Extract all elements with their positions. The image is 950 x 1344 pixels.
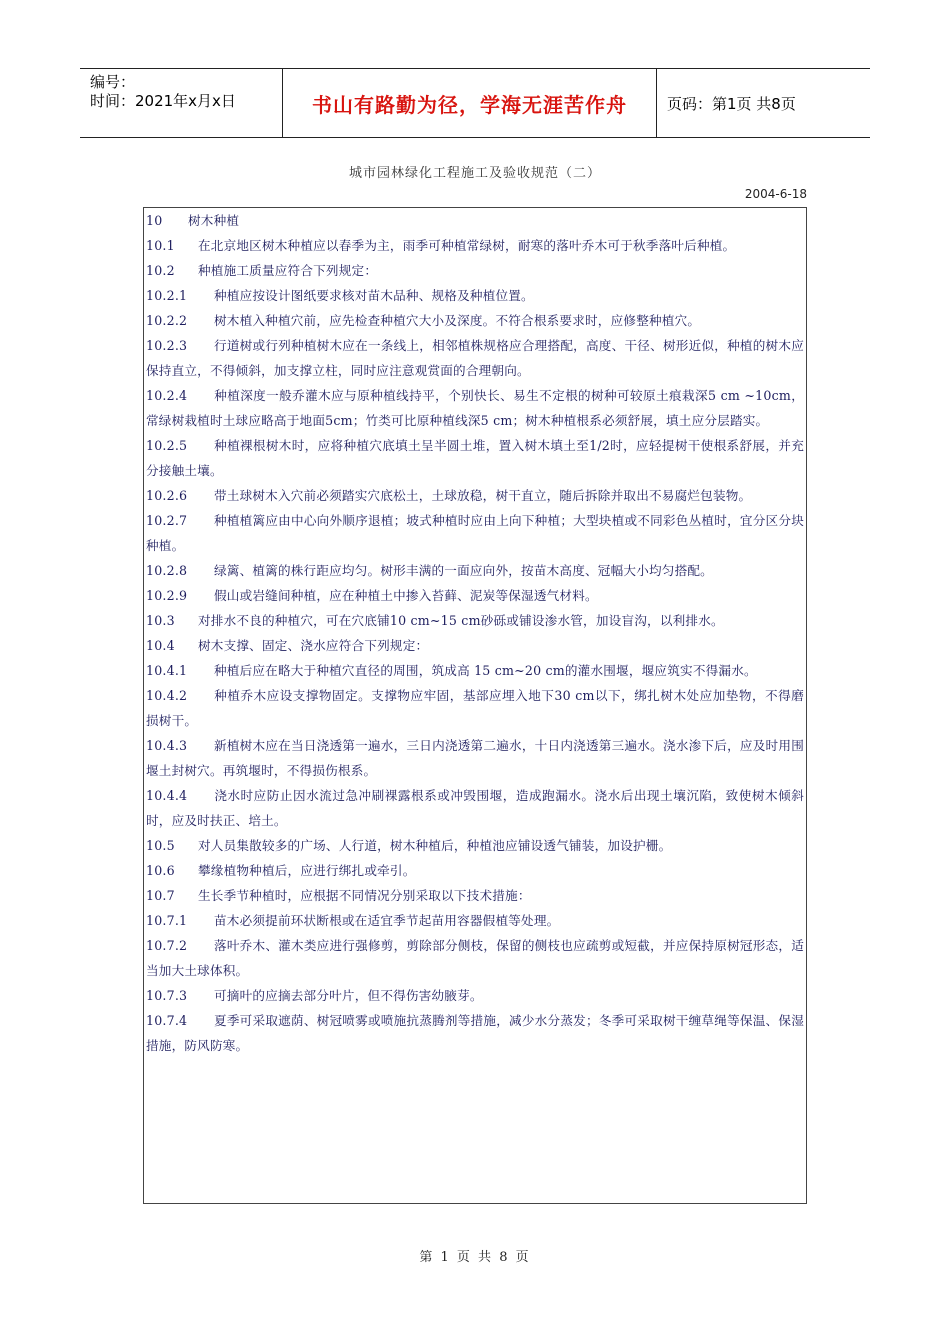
clause-paragraph	[144, 283, 806, 308]
clause-number: 10.5	[146, 838, 175, 853]
clause-number: 10.2.6	[146, 488, 188, 503]
clause-text: 种植深度一般乔灌木应与原种植线持平，个别快长、易生不定根的树种可较原土痕栽深5 cm ~10cm，常绿树栽植时土球应略高于地面5cm；竹类可比原种植线深5 cm；树木种植根系必须舒展，填土应分层踏实。	[146, 388, 804, 428]
clause-number: 10.4.2	[146, 688, 188, 703]
clause-paragraph	[144, 608, 806, 633]
clause-text: 种植裸根树木时，应将种植穴底填土呈半圆土堆，置入树木填土至1/2时，应轻提树干使根系舒展，并充分接触土壤。	[146, 438, 804, 478]
clause-number: 10.4.1	[146, 663, 188, 678]
clause-number: 10.2	[146, 263, 175, 278]
clause-number: 10.7.3	[146, 988, 188, 1003]
clause-paragraph	[144, 858, 806, 883]
page-label: 页码：第1页 共8页	[667, 94, 796, 113]
clause-text: 新植树木应在当日浇透第一遍水，三日内浇透第二遍水，十日内浇透第三遍水。浇水渗下后，应及时用围堰土封树穴。再筑堰时，不得损伤根系。	[146, 738, 804, 778]
clause-text: 对人员集散较多的广场、人行道，树木种植后，种植池应铺设透气铺装，加设护栅。	[198, 838, 672, 853]
clause-number: 10.2.4	[146, 388, 188, 403]
clause-number: 10	[146, 213, 163, 228]
clause-number: 10.4.4	[146, 788, 188, 803]
clause-number: 10.2.9	[146, 588, 188, 603]
header-left-cell	[80, 69, 282, 137]
clause-paragraph	[144, 658, 806, 683]
code-label: 编号：	[90, 73, 136, 91]
clause-paragraph	[144, 633, 806, 658]
clause-paragraph	[144, 933, 806, 983]
clause-number: 10.7	[146, 888, 175, 903]
clause-text: 种植乔木应设支撑物固定。支撑物应牢固，基部应埋入地下30 cm以下，绑扎树木处应加垫物，不得磨损树干。	[146, 688, 804, 728]
clause-number: 10.2.7	[146, 513, 188, 528]
clause-number: 10.4	[146, 638, 175, 653]
clause-number: 10.2.1	[146, 288, 188, 303]
motto-text: 书山有路勤为径，学海无涯苦作舟	[282, 69, 657, 137]
clause-text: 树木支撑、固定、浇水应符合下列规定：	[198, 638, 429, 653]
clause-text: 带土球树木入穴前必须踏实穴底松土，土球放稳，树干直立，随后拆除并取出不易腐烂包装物。	[214, 488, 752, 503]
clause-number: 10.7.1	[146, 913, 188, 928]
clause-paragraph	[144, 558, 806, 583]
clause-number: 10.3	[146, 613, 175, 628]
clause-text: 种植后应在略大于种植穴直径的周围，筑成高 15 cm~20 cm的灌水围堰，堰应筑实不得漏水。	[214, 663, 757, 678]
clause-text: 树木植入种植穴前，应先检查种植穴大小及深度。不符合根系要求时，应修整种植穴。	[214, 313, 701, 328]
clause-text: 种植应按设计图纸要求核对苗木品种、规格及种植位置。	[214, 288, 534, 303]
document-title: 城市园林绿化工程施工及验收规范（二）	[348, 166, 601, 181]
clause-paragraph	[144, 233, 806, 258]
clause-text: 树木种植	[188, 213, 240, 228]
clause-number: 10.4.3	[146, 738, 188, 753]
time-label: 时间：2021年x月x日	[90, 92, 236, 110]
clause-text: 浇水时应防止因水流过急冲刷裸露根系或冲毁围堰，造成跑漏水。浇水后出现土壤沉陷，致使树木倾斜时，应及时扶正、培土。	[146, 788, 804, 828]
clause-paragraph	[144, 483, 806, 508]
clause-paragraph	[144, 208, 806, 233]
content-box	[143, 207, 807, 1204]
clause-number: 10.1	[146, 238, 175, 253]
clause-text: 绿篱、植篱的株行距应均匀。树形丰满的一面应向外，按苗木高度、冠幅大小均匀搭配。	[214, 563, 713, 578]
clause-paragraph	[144, 683, 806, 733]
page-footer: 第 1 页 共 8 页	[419, 1250, 531, 1265]
clause-paragraph	[144, 308, 806, 333]
clause-text: 落叶乔木、灌木类应进行强修剪，剪除部分侧枝，保留的侧枝也应疏剪或短截，并应保持原树冠形态，适当加大土球体积。	[146, 938, 804, 978]
clause-paragraph	[144, 908, 806, 933]
clause-paragraph	[144, 783, 806, 833]
clause-number: 10.2.8	[146, 563, 188, 578]
clause-text: 在北京地区树木种植应以春季为主，雨季可种植常绿树，耐寒的落叶乔木可于秋季落叶后种植。	[198, 238, 736, 253]
clause-paragraph	[144, 433, 806, 483]
clause-text: 夏季可采取遮荫、树冠喷雾或喷施抗蒸腾剂等措施，减少水分蒸发；冬季可采取树干缠草绳等保温、保湿措施，防风防寒。	[146, 1013, 804, 1053]
clause-number: 10.7.4	[146, 1013, 188, 1028]
clause-paragraph	[144, 508, 806, 558]
clause-number: 10.7.2	[146, 938, 188, 953]
clause-text: 对排水不良的种植穴，可在穴底铺10 cm~15 cm砂砾或铺设渗水管，加设盲沟，以利排水。	[198, 613, 724, 628]
clause-number: 10.6	[146, 863, 175, 878]
clause-paragraph	[144, 1008, 806, 1058]
clause-number: 10.2.5	[146, 438, 188, 453]
clause-text: 生长季节种植时，应根据不同情况分别采取以下技术措施：	[198, 888, 531, 903]
clause-paragraph	[144, 733, 806, 783]
clause-number: 10.2.3	[146, 338, 188, 353]
clause-paragraph	[144, 583, 806, 608]
clause-paragraph	[144, 383, 806, 433]
clause-text: 种植施工质量应符合下列规定：	[198, 263, 378, 278]
clause-paragraph	[144, 883, 806, 908]
clause-number: 10.2.2	[146, 313, 188, 328]
clause-text: 苗木必须提前环状断根或在适宜季节起苗用容器假植等处理。	[214, 913, 560, 928]
clause-text: 攀缘植物种植后，应进行绑扎或牵引。	[198, 863, 416, 878]
clause-text: 假山或岩缝间种植，应在种植土中掺入苔藓、泥炭等保湿透气材料。	[214, 588, 598, 603]
clause-text: 行道树或行列种植树木应在一条线上，相邻植株规格应合理搭配，高度、干径、树形近似，种植的树木应保持直立，不得倾斜，加支撑立柱，同时应注意观赏面的合理朝向。	[146, 338, 804, 378]
clause-paragraph	[144, 333, 806, 383]
clause-paragraph	[144, 983, 806, 1008]
page-header	[80, 68, 870, 138]
clause-text: 种植植篱应由中心向外顺序退植；坡式种植时应由上向下种植；大型块植或不同彩色丛植时，宜分区分块种植。	[146, 513, 804, 553]
clause-paragraph	[144, 258, 806, 283]
document-date: 2004-6-18	[744, 187, 807, 201]
clause-paragraph	[144, 833, 806, 858]
clause-text: 可摘叶的应摘去部分叶片，但不得伤害幼腋芽。	[214, 988, 483, 1003]
